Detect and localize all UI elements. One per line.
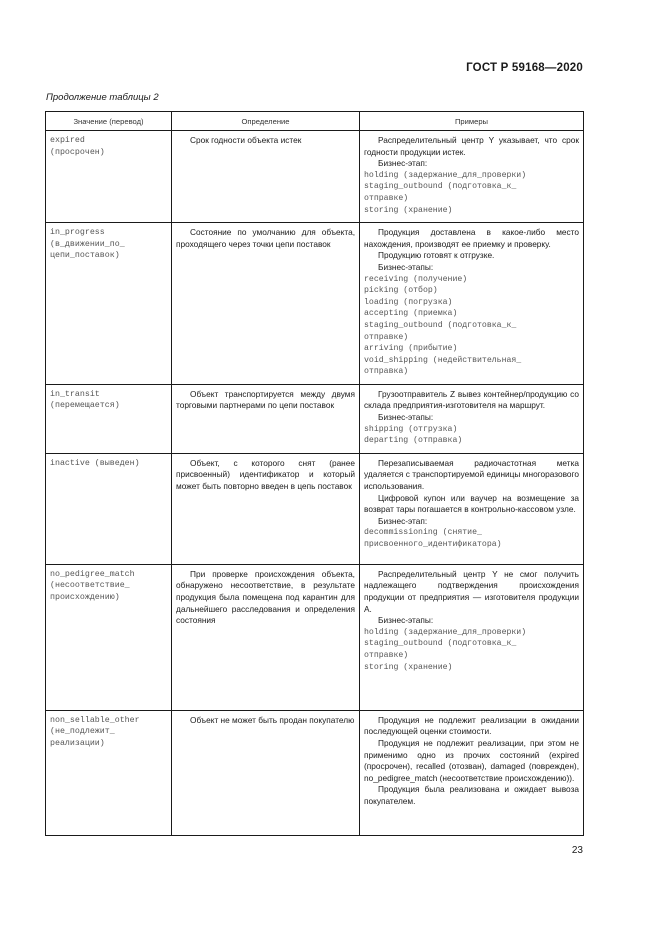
term-cell [46,223,172,385]
example-paragraph: Цифровой купон или ваучер на возмещение за возврат тары погашается в контрольно-кассовом узле. [364,492,579,515]
definition-cell: Срок годности объекта истек [172,131,360,223]
business-step-code: staging_outbound (подготовка_к_ [364,639,517,649]
example-paragraph: Продукция не подлежит реализации в ожидании последующей оценки стоимости. [364,714,579,737]
business-step-code: picking (отбор) [364,286,438,296]
table-row [46,564,584,710]
term-line: (перемещается) [50,401,120,411]
business-step-code: присвоенного_идентификатора) [364,540,502,549]
term-line: non_sellable_other [50,715,140,725]
examples-cell [360,384,584,453]
business-step-code: decommissioning (снятие_ [364,528,482,538]
term-line: expired [50,136,85,145]
example-paragraph: Бизнес-этапы: [378,412,434,423]
business-step-code: shipping (отгрузка) [364,424,458,434]
column-header-examples: Примеры [360,112,584,131]
status-table [45,111,584,836]
business-step-code: storing (хранение) [364,662,453,672]
term-line: (не_подлежит_ [50,727,115,737]
business-step-code: holding (задержание_для_проверки) [364,170,527,180]
business-step-code: arriving (прибытие) [364,344,458,354]
example-paragraph: Грузоотправитель Z вывез контейнер/продукцию со склада предприятия-изготовителя на маршрут. [364,388,579,411]
term-line: цепи_поставок) [50,251,120,261]
term-line: in_transit [50,389,100,399]
term-line: (в_движении_по_ [50,239,125,249]
term-cell [46,384,172,453]
term-line: inactive (выведен) [50,458,140,468]
term-line: происхождению) [50,593,120,603]
business-step-code: staging_outbound (подготовка_к_ [364,320,517,330]
definition-cell: Объект, с которого снят (ранее присвоенный) идентификатор и который может быть повторно введен в цепь поставок [172,453,360,564]
business-step-code: staging_outbound (подготовка_к_ [364,182,517,192]
business-step-code: departing (отправка) [364,436,463,446]
definition-cell: При проверке происхождения объекта, обнаружено несоответствие, в результате продукция была помещена под карантин для дальнейшего расследования и определения состояния [172,564,360,710]
term-cell [46,710,172,835]
table-row [46,453,584,564]
business-step-code: holding (задержание_для_проверки) [364,627,527,637]
table-row [46,710,584,835]
term-cell [46,453,172,564]
examples-cell [360,453,584,564]
term-line: in_progress [50,228,105,238]
business-step-code: accepting (приемка) [364,309,458,319]
business-step-code: отправка) [364,367,409,377]
examples-cell [360,564,584,710]
examples-cell [360,710,584,835]
table-row [46,223,584,385]
column-header-term: Значение (перевод) [46,112,172,131]
term-line: реализации) [50,739,105,749]
example-paragraph: Распределительный центр Y указывает, что срок годности продукции истек. [364,135,579,157]
examples-cell [360,223,584,385]
example-paragraph: Продукция не подлежит реализации, при этом не применимо одно из прочих состояний (expired (просрочен), recalled (отозван), damaged (поврежден), no_pedigree_match (несоответствие происхождению)). [364,738,579,783]
business-step-code: storing (хранение) [364,205,453,215]
term-line: (несоответствие_ [50,581,130,591]
business-step-code: отправке) [364,332,409,342]
business-step-code: отправке) [364,193,409,203]
standard-header: ГОСТ Р 59168—2020 [466,62,583,74]
definition-cell: Объект транспортируется между двумя торговыми партнерами по цепи поставок [172,384,360,453]
table-header-row [46,112,584,131]
page-number: 23 [571,845,583,856]
term-cell [46,564,172,710]
business-step-code: receiving (получение) [364,274,468,284]
term-line: (просрочен) [50,147,105,157]
table-caption: Продолжение таблицы 2 [46,92,159,103]
business-step-code: отправке) [364,651,409,660]
example-paragraph: Бизнес-этапы: [378,615,434,626]
example-paragraph: Продукция доставлена в какое-либо место нахождения, производят ее приемку и проверку. [364,227,579,249]
term-line: no_pedigree_match [50,569,135,579]
example-paragraph: Бизнес-этапы: [378,261,434,272]
example-paragraph: Продукцию готовят к отгрузке. [378,250,495,261]
example-paragraph: Бизнес-этап: [378,515,428,526]
column-header-definition: Определение [172,112,360,131]
definition-cell: Состояние по умолчанию для объекта, проходящего через точки цепи поставок [172,223,360,385]
example-paragraph: Распределительный центр Y не смог получить надлежащего подтверждения происхождения продукции от предприятия — изготовителя продукции А. [364,568,579,614]
table-row [46,131,584,223]
table-row [46,384,584,453]
example-paragraph: Бизнес-этап: [378,158,428,169]
examples-cell [360,131,584,223]
business-step-code: loading (погрузка) [364,297,453,307]
business-step-code: void_shipping (недействительная_ [364,355,522,365]
definition-cell: Объект не может быть продан покупателю [172,710,360,835]
example-paragraph: Перезаписываемая радиочастотная метка удаляется с транспортируемой единицы многоразового использования. [364,457,579,492]
term-cell [46,131,172,223]
example-paragraph: Продукция была реализована и ожидает вывоза покупателем. [364,784,579,806]
